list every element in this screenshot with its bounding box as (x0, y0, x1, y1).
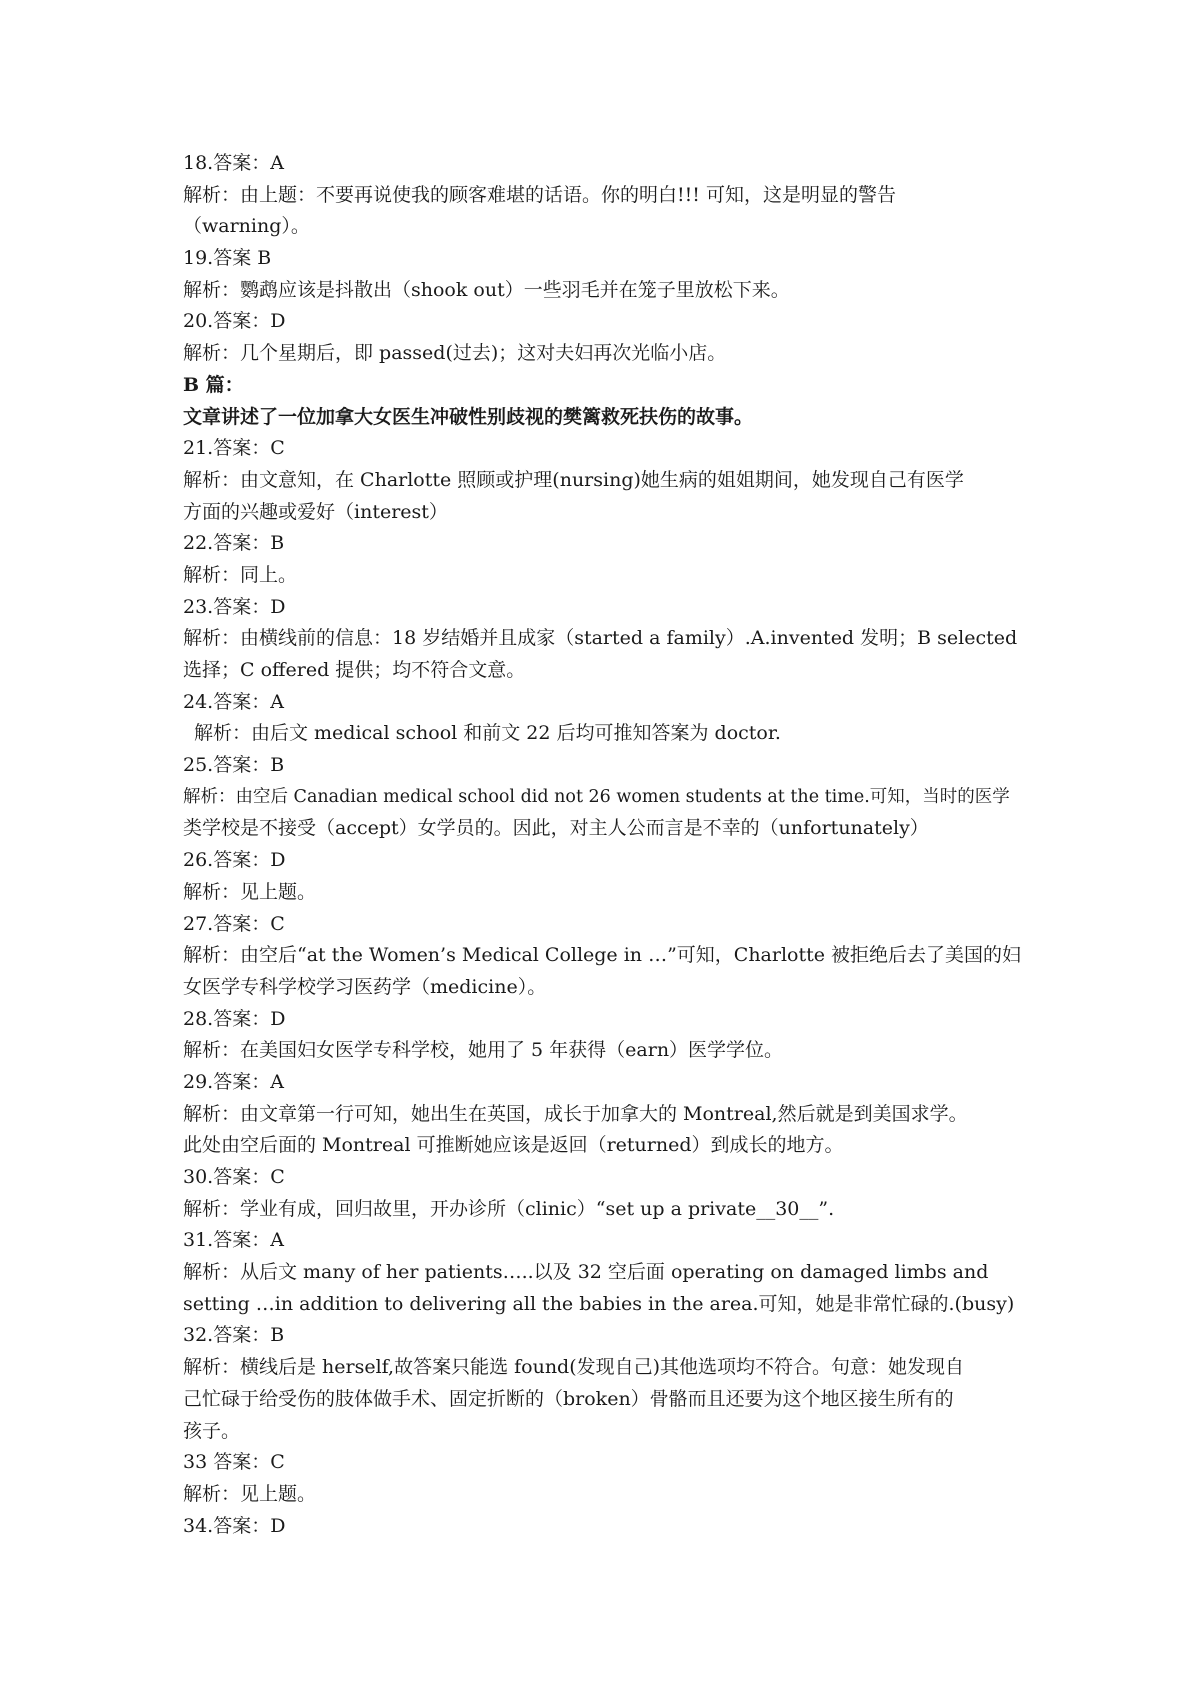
text-line: 24.答案：A (183, 690, 284, 713)
text-line: 解析：学业有成，回归故里，开办诊所（clinic）“set up a private__30__”. (183, 1197, 835, 1220)
text-line: 33 答案：C (183, 1451, 285, 1474)
text-line: 解析：由空后“at the Women’s Medical College in …”可知，Charlotte 被拒绝后去了美国的妇 (183, 944, 1022, 967)
text-line: 解析：由横线前的信息：18 岁结婚并且成家（started a family）.A.invented 发明；B selected (183, 627, 1018, 650)
text-line: 30.答案：C (183, 1166, 285, 1188)
text-line: 18.答案：A (183, 152, 284, 174)
text-line: 解析：见上题。 (183, 880, 317, 903)
text-line: 解析：由文章第一行可知，她出生在英国，成长于加拿大的 Montreal,然后就是到美国求学。 (183, 1102, 968, 1125)
text-line: 己忙碌于给受伤的肢体做手术、固定折断的（broken）骨骼而且还要为这个地区接生所有的 (183, 1387, 954, 1410)
text-line: 32.答案：B (183, 1324, 285, 1347)
text-line: （warning）。 (183, 215, 310, 238)
text-line: 解析：见上题。 (183, 1482, 317, 1505)
text-line: 25.答案：B (183, 754, 285, 777)
text-line: 解析：由上题：不要再说使我的顾客难堪的话语。你的明白!!! 可知，这是明显的警告 (183, 183, 896, 206)
text-line: 26.答案：D (183, 849, 286, 872)
text-line: 29.答案：A (183, 1070, 284, 1093)
text-line: 类学校是不接受（accept）女学员的。因此，对主人公而言是不幸的（unfortunately） (183, 817, 929, 840)
text-line: 28.答案：D (183, 1007, 286, 1030)
text-line: setting …in addition to delivering all the babies in the area.可知，她是非常忙碌的.(busy) (183, 1292, 1015, 1315)
text-line: 解析：由空后 Canadian medical school did not 26 women students at the time.可知，当时的医学 (183, 786, 1010, 807)
section-summary: 文章讲述了一位加拿大女医生冲破性别歧视的樊篱救死扶伤的故事。 (183, 405, 754, 428)
text-line: 解析：在美国妇女医学专科学校，她用了 5 年获得（earn）医学学位。 (183, 1039, 784, 1062)
text-line: 方面的兴趣或爱好（interest） (183, 500, 448, 523)
section-heading: B 篇： (183, 373, 244, 396)
text-line: 解析：横线后是 herself,故答案只能选 found(发现自己)其他选项均不符合。句意：她发现自 (183, 1356, 965, 1379)
text-line: 解析：由文意知，在 Charlotte 照顾或护理(nursing)她生病的姐姐期间，她发现自己有医学 (183, 468, 964, 491)
text-line: 解析：由后文 medical school 和前文 22 后均可推知答案为 doctor. (194, 722, 781, 745)
text-line: 21.答案：C (183, 437, 285, 460)
text-line: 20.答案：D (183, 310, 286, 333)
text-line: 19.答案 B (183, 247, 272, 270)
text-line: 22.答案：B (183, 532, 285, 555)
answer-key-text (183, 148, 1028, 1542)
text-line: 解析：几个星期后，即 passed(过去)；这对夫妇再次光临小店。 (183, 342, 727, 365)
text-line: 23.答案：D (183, 595, 286, 618)
text-line: 女医学专科学校学习医药学（medicine）。 (183, 975, 547, 998)
text-line: 选择；C offered 提供；均不符合文意。 (183, 659, 526, 681)
text-line: 此处由空后面的 Montreal 可推断她应该是返回（returned）到成长的地方。 (183, 1134, 844, 1157)
text-line: 27.答案：C (183, 912, 285, 935)
text-line: 34.答案：D (183, 1514, 286, 1537)
text-line: 解析：鹦鹉应该是抖散出（shook out）一些羽毛并在笼子里放松下来。 (183, 278, 790, 301)
text-line: 31.答案：A (183, 1229, 284, 1252)
text-line: 解析：从后文 many of her patients…..以及 32 空后面 operating on damaged limbs and (183, 1261, 989, 1284)
text-line: 解析：同上。 (183, 563, 298, 586)
text-line: 孩子。 (183, 1419, 241, 1442)
